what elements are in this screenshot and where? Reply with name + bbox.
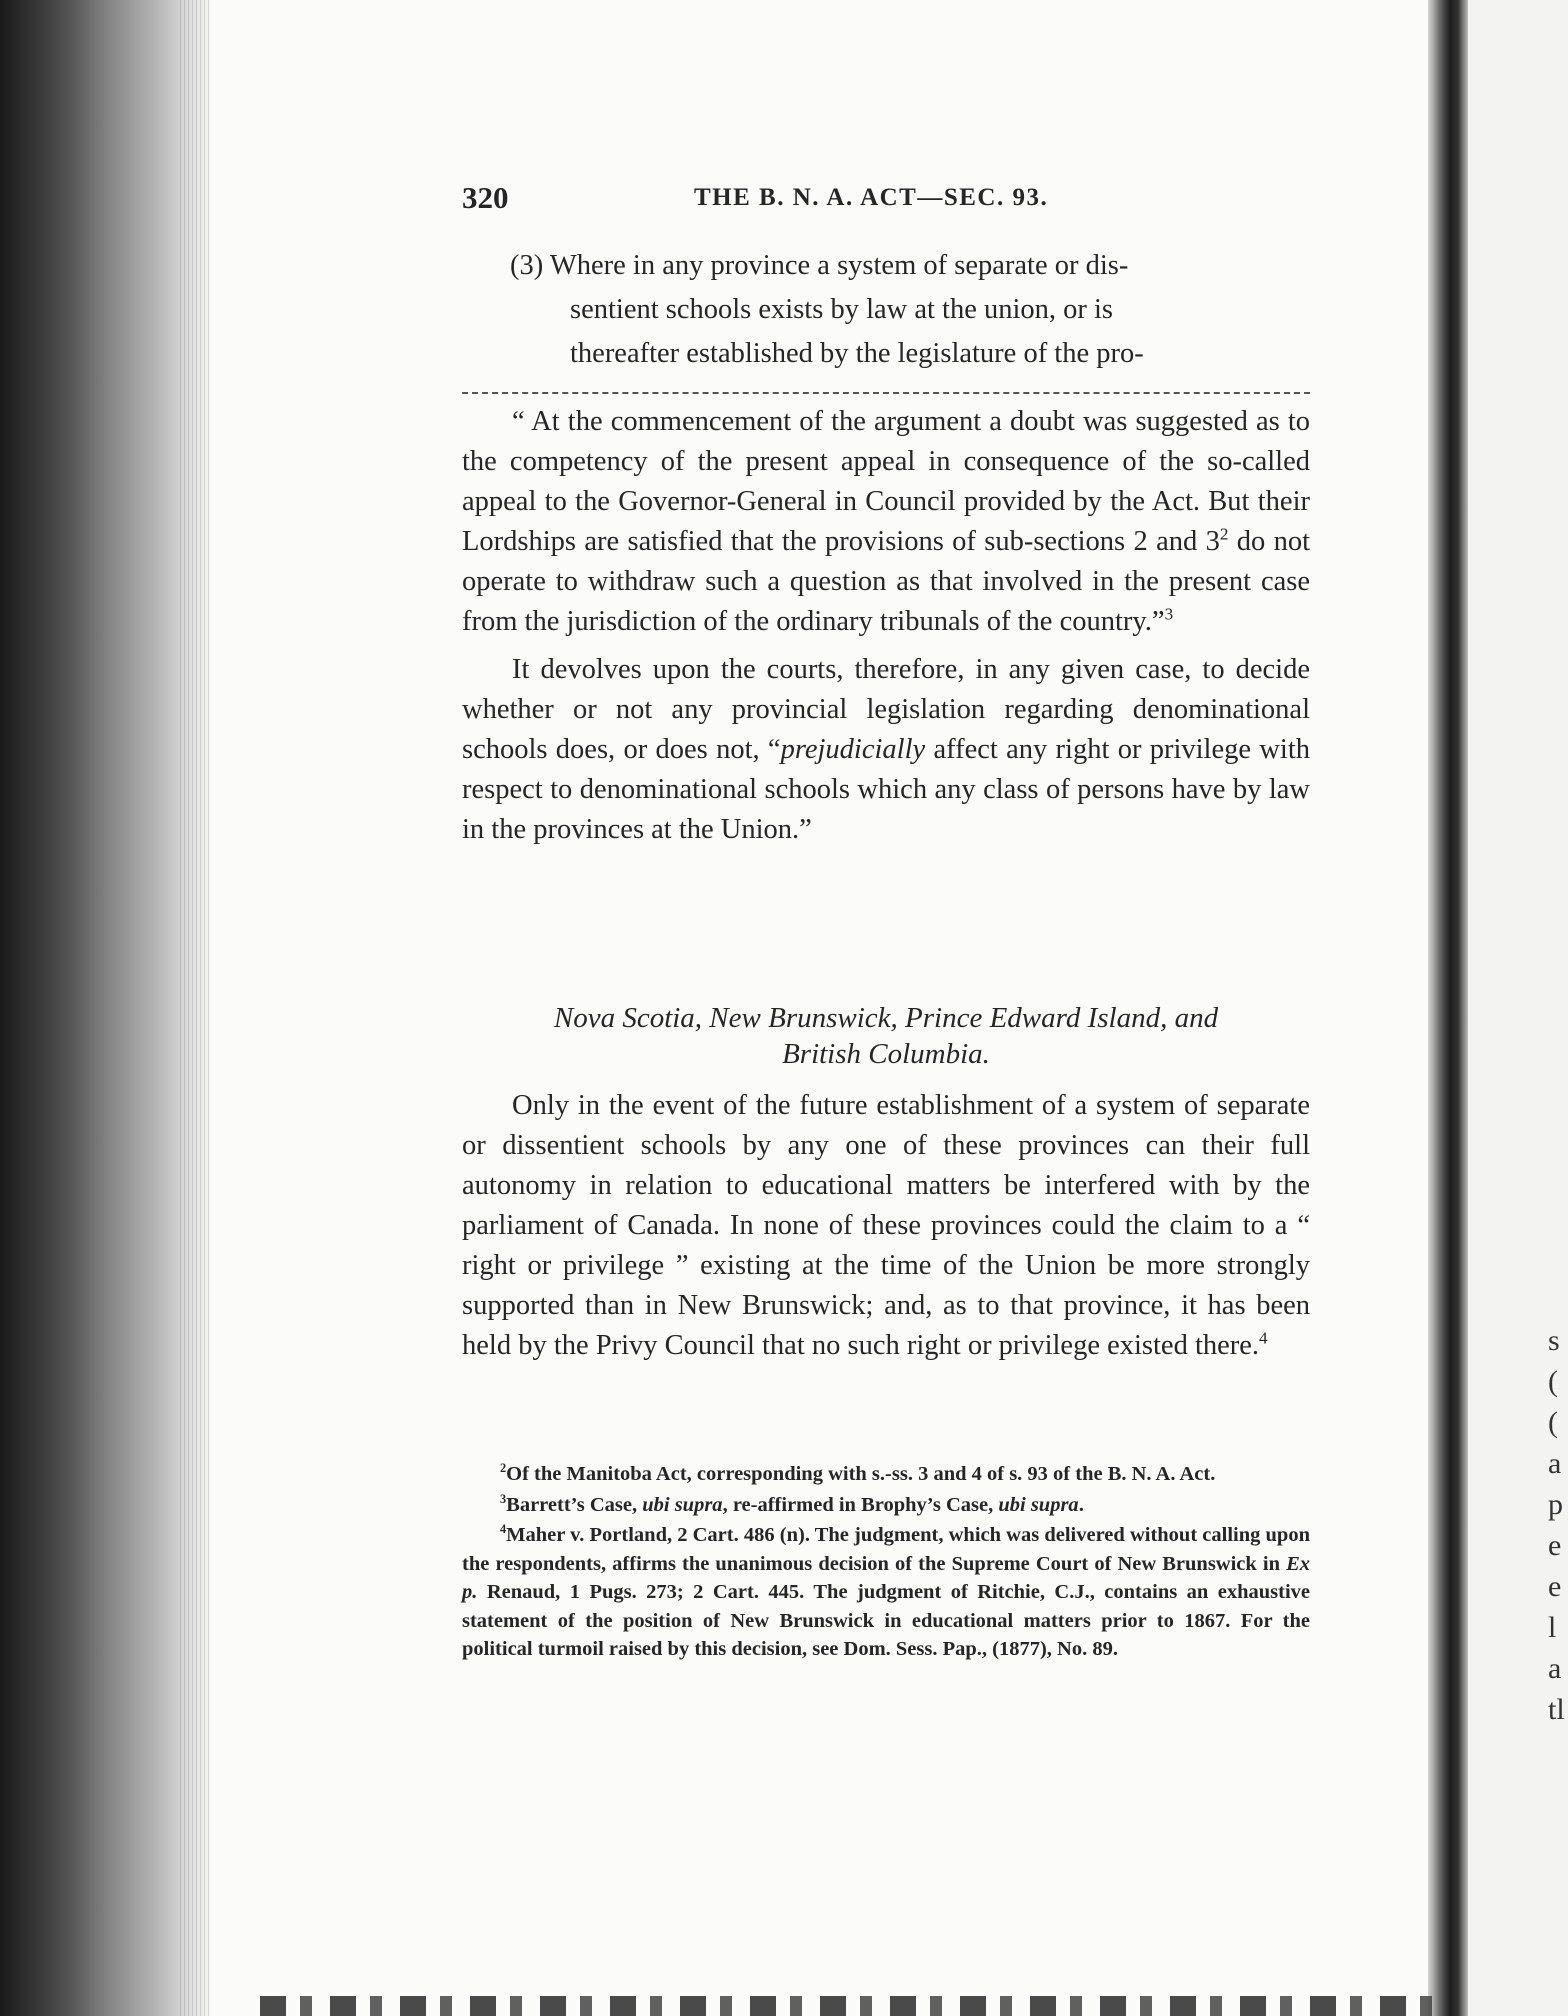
- fragment: l: [1548, 1611, 1557, 1644]
- statute-line: sentient schools exists by law at the union, or is: [570, 294, 1114, 325]
- running-head: [462, 180, 1310, 220]
- fragment: (: [1548, 1365, 1558, 1398]
- provinces-paragraph: Only in the event of the future establishment of a system of separate or dissentient schools by any one of these provinces can their full autonomy in relation to educational matters be interfered with by the parliament of Canada. In none of these provinces could the claim to a “ right or privilege ” existing at the time of the Union be more strongly supported than in New Brunswick; and, as to that province, it has been held by the Privy Council that no such right or privilege existed there.$^4$: [462, 1090, 1310, 1361]
- commentary: [462, 402, 1310, 850]
- footnote: $^2$Of the Manitoba Act, corresponding with s.-ss. 3 and 4 of s. 93 of the B. N. A. Act.: [500, 1461, 1216, 1485]
- book-binding-left: [0, 0, 210, 2016]
- courts-paragraph: It devolves upon the courts, therefore, in any given case, to decide whether or not any provincial legislation regarding denominational schools does, or does not, “prejudicially affect any right or privilege with respect to denominational schools which any class of persons have by law in the provinces at the Union.”: [462, 654, 1311, 845]
- footnote-ref: 4: [1259, 1328, 1268, 1348]
- bottom-page-edge: [260, 1996, 1440, 2016]
- section-heading: Nova Scotia, New Brunswick, Prince Edward Island, and British Columbia.: [553, 1002, 1219, 1070]
- statute-line: (3) Where in any province a system of separate or dis-: [510, 250, 1129, 281]
- fragment: s: [1548, 1324, 1560, 1357]
- statute-excerpt: [510, 244, 1310, 376]
- footnote: $^4$Maher v. Portland, 2 Cart. 486 (n). The judgment, which was delivered without calling upon the respondents, affirms the unanimous decision of the Supreme Court of New Brunswick in Ex p. Renaud, 1 Pugs. 273; 2 Cart. 445. The judgment of Ritchie, C.J., contains an exhaustive statement of the position of New Brunswick in educational matters prior to 1867. For the political turmoil raised by this decision, see Dom. Sess. Pap., (1877), No. 89.: [462, 1522, 1310, 1660]
- book-gutter: [1428, 0, 1468, 2016]
- running-title: THE B. N. A. ACT—SEC. 93.: [694, 184, 1049, 211]
- footnote-ref: 3: [1164, 604, 1174, 624]
- section-divider: [462, 392, 1310, 394]
- fragment: e: [1548, 1570, 1562, 1603]
- page-number: 320: [462, 180, 509, 215]
- fragment: a: [1548, 1447, 1562, 1480]
- quoted-judgment-paragraph: “ At the commencement of the argument a doubt was suggested as to the competency of the present appeal in consequence of the so-called appeal to the Governor-General in Council provided by the Act. But their Lordships are satisfied that the provisions of sub-sections 2 and $3^2$ do not operate to withdraw such a question as that involved in the present case from the jurisdiction of the ordinary tribunals of the country.”$^3$: [462, 406, 1311, 637]
- page-edges: [180, 0, 210, 2016]
- fragment: (: [1548, 1406, 1558, 1439]
- fragment: p: [1548, 1488, 1563, 1521]
- facing-page-text-fragments: [1548, 1320, 1568, 1730]
- statute-line: thereafter established by the legislature of the pro-: [570, 338, 1144, 369]
- fragment: tl: [1548, 1693, 1565, 1726]
- fragment: e: [1548, 1529, 1562, 1562]
- footnote-ref: 2: [1219, 524, 1229, 544]
- footnotes: [462, 1460, 1310, 1666]
- fragment: a: [1548, 1652, 1562, 1685]
- footnote: $^3$Barrett’s Case, ubi supra, re-affirmed in Brophy’s Case, ubi supra.: [500, 1491, 1084, 1516]
